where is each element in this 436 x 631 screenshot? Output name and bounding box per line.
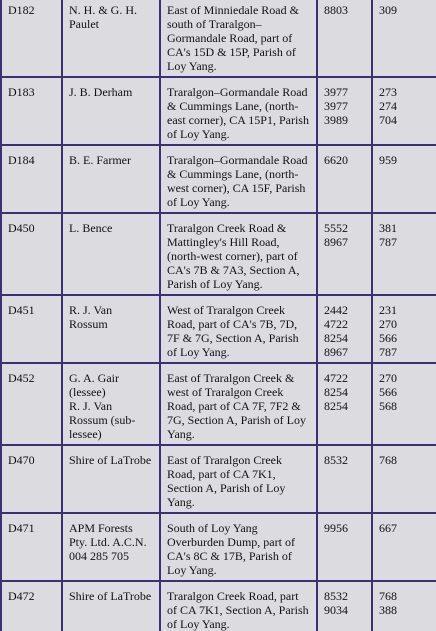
table-row [1, 145, 436, 213]
record-number-a: 3977 [324, 99, 348, 113]
record-number-a: 4722 [324, 317, 348, 331]
table-row [1, 363, 436, 445]
record-name-cell [62, 581, 160, 631]
record-number-b: 787 [379, 235, 397, 249]
record-number-b-cell [372, 77, 436, 145]
record-name-cell [62, 0, 160, 77]
record-ref-cell: D472 [1, 581, 62, 631]
record-description-cell: Traralgon Creek Road & Mattingley's Hill Road, (north-west corner), part of CA's 7B & 7A3, Section A, Parish of Loy Yang. [160, 213, 317, 295]
record-ref-cell: D451 [1, 295, 62, 363]
table-row [1, 295, 436, 363]
record-name-cell [62, 213, 160, 295]
record-name-text: G. A. Gair (lessee) [69, 371, 119, 399]
record-description-cell: East of Traralgon Creek & west of Traralgon Creek Road, part of CA 7F, 7F2 & 7G, Section A, Parish of Loy Yang. [160, 363, 317, 445]
record-number-a-cell [317, 363, 372, 445]
record-number-a: 4722 [324, 371, 348, 385]
record-number-b-cell [372, 145, 436, 213]
record-number-a: 8803 [324, 3, 348, 17]
records-table-body [1, 0, 436, 631]
record-number-b: 704 [379, 113, 397, 127]
table-row [1, 445, 436, 513]
record-number-a-cell [317, 77, 372, 145]
record-ref-cell: D182 [1, 0, 62, 77]
record-number-b: 566 [379, 385, 397, 399]
record-number-b: 309 [379, 3, 397, 17]
record-description-cell: Traralgon–Gormandale Road & Cummings Lane, (north-west corner), CA 15F, Parish of Loy Yang. [160, 145, 317, 213]
record-number-a: 8967 [324, 235, 348, 249]
record-number-a-cell [317, 213, 372, 295]
record-name-cell [62, 363, 160, 445]
record-description-cell: South of Loy Yang Overburden Dump, part of CA's 8C & 17B, Parish of Loy Yang. [160, 513, 317, 581]
record-name-text: Shire of LaTrobe [69, 589, 152, 603]
record-number-b: 388 [379, 603, 397, 617]
record-name-text: APM Forests Pty. Ltd. A.C.N. 004 285 705 [69, 521, 147, 563]
table-row [1, 0, 436, 77]
record-number-b: 768 [379, 589, 397, 603]
record-name-text: L. Bence [69, 221, 113, 235]
record-name-text: N. H. & G. H. Paulet [69, 3, 137, 31]
record-number-b: 381 [379, 221, 397, 235]
record-number-b-cell [372, 445, 436, 513]
record-name-text: Shire of LaTrobe [69, 453, 152, 467]
table-row [1, 213, 436, 295]
record-ref-cell: D450 [1, 213, 62, 295]
record-number-b: 768 [379, 453, 397, 467]
record-number-b-cell [372, 513, 436, 581]
record-number-a-cell [317, 145, 372, 213]
record-number-b-cell [372, 213, 436, 295]
record-description-cell: East of Minniedale Road & south of Traralgon–Gormandale Road, part of CA's 15D & 15P, Parish of Loy Yang. [160, 0, 317, 77]
record-ref-cell: D183 [1, 77, 62, 145]
record-number-a-cell [317, 513, 372, 581]
record-name-cell [62, 145, 160, 213]
record-name-text: R. J. Van Rossum [69, 303, 113, 331]
record-number-b: 667 [379, 521, 397, 535]
record-description-cell: West of Traralgon Creek Road, part of CA's 7B, 7D, 7F & 7G, Section A, Parish of Loy Yang. [160, 295, 317, 363]
record-ref-cell: D470 [1, 445, 62, 513]
record-number-b: 273 [379, 85, 397, 99]
record-number-a: 8254 [324, 399, 348, 413]
record-number-a: 6620 [324, 153, 348, 167]
record-number-a: 2442 [324, 303, 348, 317]
record-number-b: 959 [379, 153, 397, 167]
table-row [1, 77, 436, 145]
record-number-b: 787 [379, 345, 397, 359]
record-number-b: 270 [379, 317, 397, 331]
record-ref-cell: D471 [1, 513, 62, 581]
record-name-cell [62, 295, 160, 363]
record-number-a-cell [317, 445, 372, 513]
record-number-a-cell [317, 0, 372, 77]
table-row [1, 513, 436, 581]
record-number-a-cell [317, 295, 372, 363]
record-name-text: B. E. Farmer [69, 153, 131, 167]
record-number-a: 8254 [324, 385, 348, 399]
record-number-b-cell [372, 363, 436, 445]
record-name-cell [62, 77, 160, 145]
record-name-cell [62, 445, 160, 513]
record-description-cell: East of Traralgon Creek Road, part of CA 7K1, Section A, Parish of Loy Yang. [160, 445, 317, 513]
table-row [1, 581, 436, 631]
record-number-a: 8967 [324, 345, 348, 359]
record-number-a: 5552 [324, 221, 348, 235]
record-name-cell [62, 513, 160, 581]
record-number-a: 8532 [324, 453, 348, 467]
record-number-a: 8254 [324, 331, 348, 345]
record-number-b: 231 [379, 303, 397, 317]
record-number-a: 3989 [324, 113, 348, 127]
record-ref-cell: D184 [1, 145, 62, 213]
record-number-a: 8532 [324, 589, 348, 603]
record-number-b: 568 [379, 399, 397, 413]
record-number-a: 3977 [324, 85, 348, 99]
record-number-b: 566 [379, 331, 397, 345]
record-name-text: J. B. Derham [69, 85, 133, 99]
record-number-a-cell [317, 581, 372, 631]
record-number-b-cell [372, 295, 436, 363]
record-name-text: R. J. Van Rossum (sub-lessee) [69, 399, 136, 441]
record-number-a: 9956 [324, 521, 348, 535]
record-number-b-cell [372, 581, 436, 631]
record-number-b: 274 [379, 99, 397, 113]
record-description-cell: Traralgon Creek Road, part of CA 7K1, Section A, Parish of Loy Yang. [160, 581, 317, 631]
record-number-a: 9034 [324, 603, 348, 617]
record-description-cell: Traralgon–Gormandale Road & Cummings Lane, (north-east corner), CA 15P1, Parish of Loy Yang. [160, 77, 317, 145]
record-number-b: 270 [379, 371, 397, 385]
record-ref-cell: D452 [1, 363, 62, 445]
record-number-b-cell [372, 0, 436, 77]
